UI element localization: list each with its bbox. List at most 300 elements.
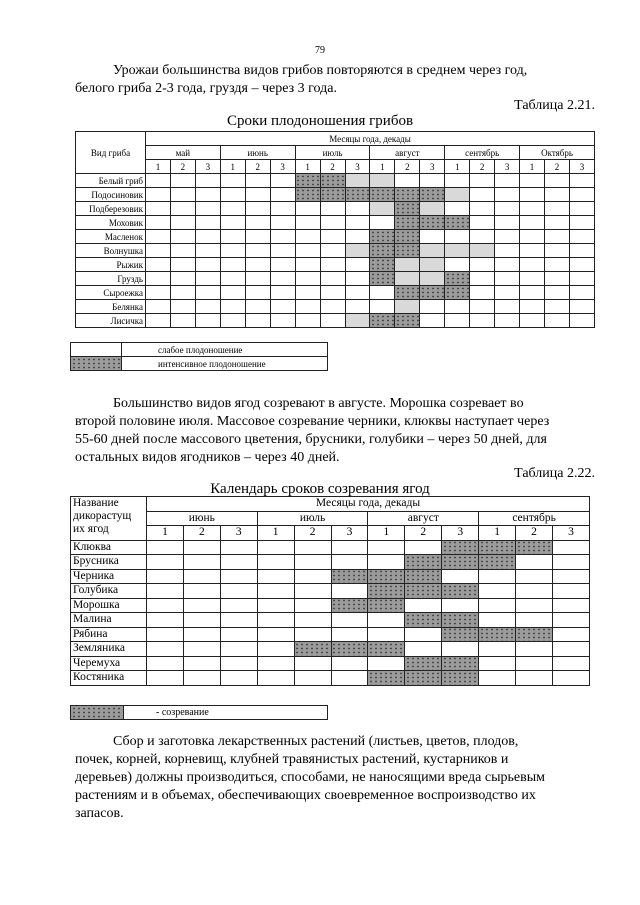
period-cell — [495, 300, 520, 314]
table-row — [76, 314, 595, 328]
period-cell-filled — [395, 202, 420, 216]
mush-decade-header: 1 — [445, 160, 470, 174]
period-cell — [520, 202, 545, 216]
para3-line1: Сбор и заготовка лекарственных растений (листьев, цветов, плодов, — [113, 734, 519, 749]
period-cell — [220, 642, 257, 657]
mush-month-header: июнь — [220, 146, 295, 160]
period-cell-filled — [405, 671, 442, 686]
period-cell — [195, 314, 220, 328]
period-cell — [183, 671, 220, 686]
period-cell — [220, 584, 257, 599]
period-cell-filled — [445, 216, 470, 230]
period-cell — [245, 174, 270, 188]
period-cell-filled — [395, 216, 420, 230]
period-cell-filled — [368, 584, 405, 599]
legend-intensive-label: интенсивное плодоношение — [122, 357, 328, 371]
legend-table1 — [70, 342, 328, 371]
period-cell — [295, 286, 320, 300]
period-cell — [294, 613, 331, 628]
species-name: Костяника — [71, 671, 147, 686]
period-cell — [257, 627, 294, 642]
period-cell — [294, 540, 331, 555]
mush-month-header: Октябрь — [520, 146, 595, 160]
period-cell — [520, 286, 545, 300]
berry-decade-header: 3 — [331, 526, 368, 541]
table-row — [71, 540, 590, 555]
period-cell — [146, 300, 171, 314]
period-cell — [520, 174, 545, 188]
table-row — [76, 202, 595, 216]
period-cell — [195, 244, 220, 258]
period-cell — [245, 188, 270, 202]
species-name: Моховик — [76, 216, 146, 230]
period-cell — [147, 642, 184, 657]
period-cell — [320, 314, 345, 328]
period-cell — [370, 300, 395, 314]
period-cell — [470, 314, 495, 328]
period-cell — [257, 584, 294, 599]
period-cell — [520, 188, 545, 202]
period-cell — [495, 230, 520, 244]
period-cell — [331, 555, 368, 570]
period-cell — [368, 656, 405, 671]
period-cell — [331, 627, 368, 642]
period-cell — [320, 202, 345, 216]
table-row — [71, 569, 590, 584]
mush-decade-header: 2 — [395, 160, 420, 174]
mush-decade-header: 3 — [270, 160, 295, 174]
period-cell — [147, 613, 184, 628]
period-cell — [445, 258, 470, 272]
period-cell — [345, 272, 370, 286]
period-cell — [147, 569, 184, 584]
mush-decade-header: 1 — [146, 160, 171, 174]
species-name: Белянка — [76, 300, 146, 314]
period-cell — [345, 300, 370, 314]
period-cell — [270, 286, 295, 300]
mush-decade-header: 2 — [545, 160, 570, 174]
mush-decade-header: 1 — [520, 160, 545, 174]
species-header-line3: их ягод — [73, 523, 109, 535]
period-cell — [170, 216, 195, 230]
period-cell — [183, 627, 220, 642]
berry-month-header: июнь — [147, 511, 258, 526]
period-cell — [470, 286, 495, 300]
period-cell — [295, 258, 320, 272]
period-cell — [146, 272, 171, 286]
period-cell — [569, 300, 594, 314]
species-name: Лисичка — [76, 314, 146, 328]
para2-line1: Большинство видов ягод созревают в августе. Морошка созревает во — [113, 396, 524, 411]
berry-ripening-table — [70, 496, 590, 686]
para3-line5: запасов. — [75, 806, 124, 821]
period-cell — [295, 314, 320, 328]
period-cell — [170, 230, 195, 244]
legend-swatch-intensive — [71, 357, 122, 371]
table-row — [76, 188, 595, 202]
period-cell-filled — [420, 286, 445, 300]
period-cell-filled — [370, 314, 395, 328]
period-cell — [552, 671, 589, 686]
period-cell — [545, 300, 570, 314]
period-cell — [368, 613, 405, 628]
period-cell — [257, 671, 294, 686]
period-cell — [220, 555, 257, 570]
period-cell — [569, 244, 594, 258]
species-name: Голубика — [71, 584, 147, 599]
period-cell — [569, 174, 594, 188]
period-cell-filled — [370, 202, 395, 216]
table-row — [71, 555, 590, 570]
period-cell-filled — [470, 244, 495, 258]
period-cell-filled — [395, 286, 420, 300]
period-cell — [345, 230, 370, 244]
period-cell — [245, 258, 270, 272]
period-cell — [345, 286, 370, 300]
period-cell — [183, 569, 220, 584]
species-name: Подосиновик — [76, 188, 146, 202]
period-cell — [146, 314, 171, 328]
period-cell — [257, 613, 294, 628]
period-cell-filled — [370, 244, 395, 258]
berry-decade-header: 1 — [479, 526, 516, 541]
period-cell — [552, 656, 589, 671]
period-cell — [220, 216, 245, 230]
period-cell — [146, 188, 171, 202]
species-name: Брусника — [71, 555, 147, 570]
period-cell — [552, 540, 589, 555]
period-cell — [270, 216, 295, 230]
table-row — [71, 598, 590, 613]
period-cell-filled — [345, 244, 370, 258]
period-cell-filled — [420, 258, 445, 272]
period-cell — [220, 286, 245, 300]
period-cell — [368, 627, 405, 642]
species-header-line2: дикорастущ — [73, 510, 132, 522]
period-cell — [545, 272, 570, 286]
period-cell — [405, 598, 442, 613]
period-cell — [479, 642, 516, 657]
period-cell — [520, 244, 545, 258]
table-row — [76, 174, 595, 188]
species-name: Сыроежка — [76, 286, 146, 300]
period-cell — [270, 202, 295, 216]
period-cell — [170, 244, 195, 258]
period-cell — [147, 584, 184, 599]
berry-decade-header: 3 — [442, 526, 479, 541]
period-cell — [420, 174, 445, 188]
period-cell — [479, 569, 516, 584]
period-cell — [294, 627, 331, 642]
period-cell — [520, 258, 545, 272]
period-cell — [170, 314, 195, 328]
period-cell-filled — [420, 216, 445, 230]
period-cell — [552, 613, 589, 628]
mush-decade-header: 3 — [195, 160, 220, 174]
period-cell — [147, 540, 184, 555]
period-cell — [147, 627, 184, 642]
period-cell — [405, 642, 442, 657]
paragraph-mushroom-yields — [75, 62, 595, 98]
period-cell — [183, 656, 220, 671]
period-cell — [345, 258, 370, 272]
period-cell — [520, 300, 545, 314]
species-name: Черемуха — [71, 656, 147, 671]
period-cell — [495, 216, 520, 230]
period-cell-filled — [331, 642, 368, 657]
period-cell — [295, 244, 320, 258]
period-cell — [470, 258, 495, 272]
period-cell-filled — [395, 300, 420, 314]
period-cell-filled — [405, 569, 442, 584]
para2-line2: второй половине июля. Массовое созревание черники, клюквы наступает через — [75, 414, 550, 429]
berry-month-header: август — [368, 511, 479, 526]
period-cell — [295, 230, 320, 244]
period-cell — [470, 230, 495, 244]
period-cell — [183, 584, 220, 599]
table2-title: Календарь сроков созревания ягод — [210, 481, 430, 497]
period-cell — [183, 555, 220, 570]
period-cell — [569, 314, 594, 328]
period-cell — [183, 642, 220, 657]
period-cell — [270, 314, 295, 328]
period-cell — [220, 569, 257, 584]
period-cell — [170, 286, 195, 300]
period-cell — [331, 656, 368, 671]
period-cell — [569, 230, 594, 244]
period-cell — [195, 286, 220, 300]
period-cell — [545, 188, 570, 202]
period-cell-filled — [294, 642, 331, 657]
table-row — [71, 584, 590, 599]
period-cell — [545, 258, 570, 272]
berry-decade-header: 2 — [183, 526, 220, 541]
period-cell — [147, 598, 184, 613]
period-cell — [520, 314, 545, 328]
period-cell-filled — [370, 174, 395, 188]
period-cell-filled — [479, 555, 516, 570]
period-cell-filled — [445, 244, 470, 258]
period-cell — [220, 598, 257, 613]
mushroom-fruiting-table — [75, 131, 595, 328]
species-name: Масленок — [76, 230, 146, 244]
period-cell — [368, 540, 405, 555]
period-cell — [405, 540, 442, 555]
period-cell — [445, 300, 470, 314]
period-cell — [170, 272, 195, 286]
period-cell-filled — [405, 555, 442, 570]
period-cell — [331, 540, 368, 555]
period-cell — [479, 671, 516, 686]
period-cell-filled — [345, 174, 370, 188]
period-cell — [257, 656, 294, 671]
period-cell — [195, 230, 220, 244]
period-cell — [495, 314, 520, 328]
period-cell — [220, 540, 257, 555]
period-cell-filled — [516, 540, 553, 555]
period-cell — [270, 188, 295, 202]
months-header: Месяцы года, декады — [146, 132, 595, 146]
period-cell — [552, 627, 589, 642]
period-cell-filled — [395, 230, 420, 244]
period-cell — [545, 202, 570, 216]
period-cell — [495, 286, 520, 300]
period-cell — [294, 656, 331, 671]
period-cell-filled — [368, 569, 405, 584]
period-cell — [257, 555, 294, 570]
berry-decade-header: 3 — [220, 526, 257, 541]
period-cell — [442, 642, 479, 657]
period-cell — [445, 314, 470, 328]
period-cell-filled — [368, 598, 405, 613]
period-cell — [294, 671, 331, 686]
period-cell — [220, 300, 245, 314]
mush-decade-header: 3 — [569, 160, 594, 174]
table-row — [71, 671, 590, 686]
mush-decade-header: 2 — [470, 160, 495, 174]
period-cell — [520, 272, 545, 286]
table-row — [76, 300, 595, 314]
period-cell — [495, 244, 520, 258]
berry-months-header: Месяцы года, декады — [147, 497, 590, 512]
mush-decade-header: 3 — [495, 160, 520, 174]
period-cell-filled — [445, 188, 470, 202]
period-cell-filled — [420, 202, 445, 216]
legend-swatch-ripening — [71, 706, 124, 720]
period-cell — [345, 216, 370, 230]
period-cell — [470, 188, 495, 202]
table-row — [76, 230, 595, 244]
page-number: 79 — [315, 45, 325, 56]
period-cell — [220, 314, 245, 328]
table-row — [71, 613, 590, 628]
species-name: Морошка — [71, 598, 147, 613]
period-cell-filled — [442, 613, 479, 628]
period-cell — [257, 598, 294, 613]
period-cell — [195, 174, 220, 188]
period-cell — [552, 598, 589, 613]
berry-decade-header: 1 — [368, 526, 405, 541]
period-cell — [320, 286, 345, 300]
table-row — [76, 258, 595, 272]
para2-line4: остальных видов ягодников – через 40 дней. — [75, 450, 340, 465]
period-cell — [220, 258, 245, 272]
period-cell — [516, 656, 553, 671]
period-cell — [320, 216, 345, 230]
period-cell — [516, 613, 553, 628]
table1-title: Сроки плодоношения грибов — [226, 113, 414, 129]
period-cell — [368, 555, 405, 570]
period-cell — [270, 244, 295, 258]
period-cell — [220, 671, 257, 686]
period-cell — [516, 555, 553, 570]
period-cell — [220, 244, 245, 258]
period-cell — [320, 300, 345, 314]
paragraph-medicinal-plants — [75, 733, 595, 823]
period-cell — [470, 272, 495, 286]
period-cell-filled — [479, 627, 516, 642]
period-cell — [245, 244, 270, 258]
period-cell-filled — [420, 272, 445, 286]
period-cell — [146, 216, 171, 230]
period-cell — [195, 272, 220, 286]
period-cell — [295, 202, 320, 216]
period-cell — [147, 656, 184, 671]
period-cell — [245, 202, 270, 216]
period-cell — [495, 174, 520, 188]
period-cell — [147, 555, 184, 570]
period-cell — [545, 314, 570, 328]
berry-month-header: сентябрь — [479, 511, 590, 526]
period-cell — [545, 216, 570, 230]
species-header-line1: Название — [73, 497, 119, 509]
mush-month-header: июль — [295, 146, 370, 160]
period-cell — [516, 642, 553, 657]
period-cell — [270, 258, 295, 272]
period-cell — [245, 286, 270, 300]
period-cell — [146, 244, 171, 258]
period-cell — [270, 174, 295, 188]
period-cell — [569, 286, 594, 300]
period-cell-filled — [479, 540, 516, 555]
mush-decade-header: 2 — [245, 160, 270, 174]
period-cell-filled — [320, 174, 345, 188]
berry-month-header: июль — [257, 511, 368, 526]
period-cell — [405, 627, 442, 642]
paragraph-berries — [75, 395, 595, 467]
para3-line3: деревьев) должны производиться, способами, не наносящими вреда сырьевым — [75, 770, 545, 785]
period-cell — [183, 613, 220, 628]
para1-line2: белого гриба 2-3 года, груздя – через 3 года. — [75, 81, 337, 96]
mush-decade-header: 3 — [345, 160, 370, 174]
species-name: Рябина — [71, 627, 147, 642]
legend-table2 — [70, 705, 328, 720]
period-cell-filled — [368, 671, 405, 686]
mush-month-header: сентябрь — [445, 146, 520, 160]
period-cell — [294, 584, 331, 599]
period-cell — [569, 272, 594, 286]
period-cell — [331, 671, 368, 686]
period-cell — [470, 300, 495, 314]
period-cell — [195, 188, 220, 202]
period-cell — [170, 258, 195, 272]
period-cell — [569, 258, 594, 272]
mush-decade-header: 2 — [170, 160, 195, 174]
species-name: Груздь — [76, 272, 146, 286]
berry-decade-header: 1 — [147, 526, 184, 541]
period-cell-filled — [370, 230, 395, 244]
berry-decade-header: 1 — [257, 526, 294, 541]
period-cell — [516, 598, 553, 613]
period-cell-filled — [395, 258, 420, 272]
berry-decade-header: 2 — [294, 526, 331, 541]
period-cell — [479, 584, 516, 599]
period-cell — [295, 300, 320, 314]
berry-decade-header: 2 — [516, 526, 553, 541]
period-cell — [294, 555, 331, 570]
period-cell — [147, 671, 184, 686]
period-cell — [516, 569, 553, 584]
period-cell-filled — [395, 272, 420, 286]
period-cell-filled — [442, 584, 479, 599]
period-cell-filled — [370, 258, 395, 272]
period-cell-filled — [516, 627, 553, 642]
species-name: Белый гриб — [76, 174, 146, 188]
species-name: Земляника — [71, 642, 147, 657]
period-cell-filled — [442, 540, 479, 555]
period-cell — [370, 216, 395, 230]
mush-decade-header: 1 — [370, 160, 395, 174]
